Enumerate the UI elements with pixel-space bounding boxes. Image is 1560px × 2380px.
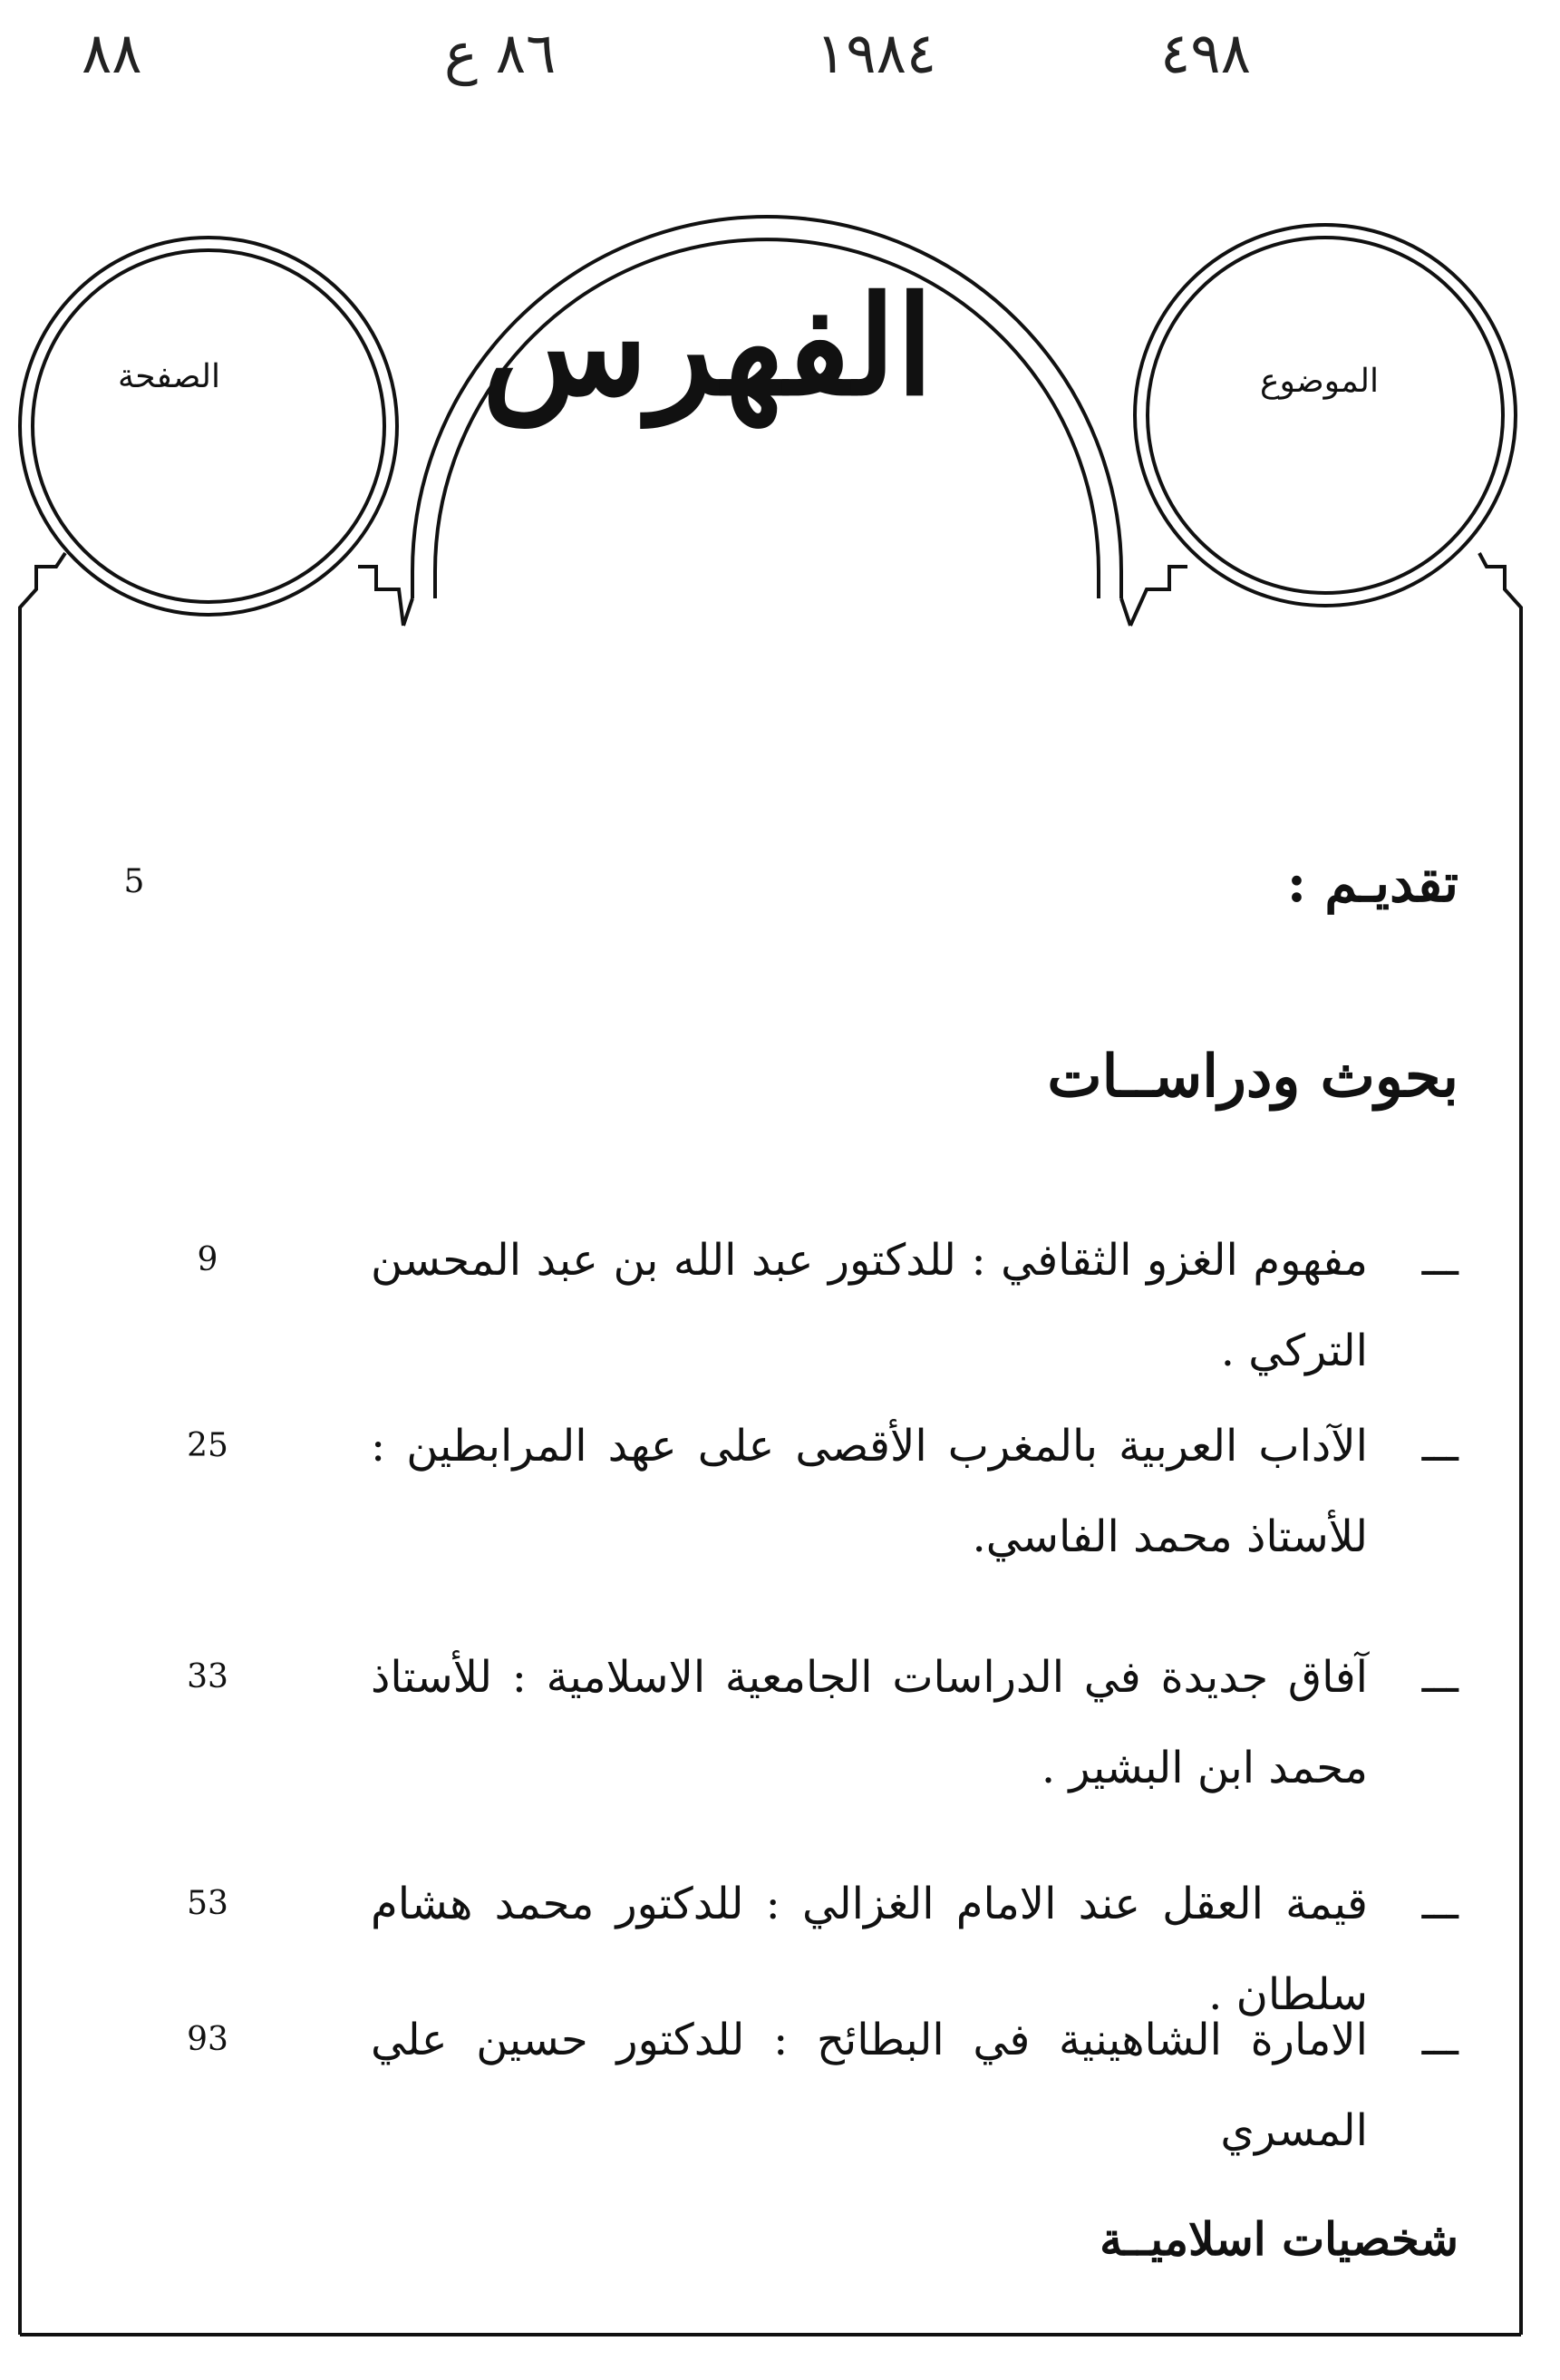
entry-dash: ـــ xyxy=(1421,1236,1458,1285)
entry-page-number: 33 xyxy=(187,1658,228,1695)
page-title: الفهرس xyxy=(481,267,934,426)
intro-page-number: 5 xyxy=(123,863,145,900)
entry-text: آفاق جديدة في الدراسات الجامعية الاسلامية : للأستاذ محمد ابن البشير . xyxy=(371,1652,1368,1793)
toc-entry xyxy=(171,1859,1458,2020)
handwritten-note: ٨٦ ع xyxy=(444,20,557,86)
handwritten-note: ٤٩٨ xyxy=(1160,20,1251,86)
entry-text: الامارة الشاهينية في البطائح : للدكتور حسين علي المسري xyxy=(371,2015,1368,2156)
entry-page-number: 53 xyxy=(187,1885,228,1922)
entry-page-number: 25 xyxy=(187,1427,228,1464)
entry-text: مفهوم الغزو الثقافي : للدكتور عبد الله بن عبد المحسن التركي . xyxy=(371,1235,1368,1376)
entry-dash: ـــ xyxy=(1421,1653,1458,1702)
entry-page-number: 93 xyxy=(187,2021,228,2058)
entry-page-number: 9 xyxy=(197,1241,218,1278)
handwritten-note: ٨٨ xyxy=(82,20,142,86)
entry-text: الآداب العربية بالمغرب الأقصى على عهد المرابطين : للأستاذ محمد الفاسي. xyxy=(371,1421,1368,1562)
section-title-personalities: شخصيات اسلاميــة xyxy=(1100,2212,1458,2266)
subject-column-label: الموضوع xyxy=(1260,363,1380,400)
entry-dash: ـــ xyxy=(1421,2016,1458,2064)
toc-entry xyxy=(171,1215,1458,1376)
entry-dash: ـــ xyxy=(1421,1422,1458,1471)
page-column-label: الصفحة xyxy=(118,358,220,395)
handwritten-note: ١٩٨٤ xyxy=(816,20,937,86)
toc-entry xyxy=(171,1995,1458,2156)
entry-dash: ـــ xyxy=(1421,1880,1458,1928)
toc-entry xyxy=(171,1632,1458,1813)
toc-entry xyxy=(171,1401,1458,1582)
section-title-studies: بحوث ودراســات xyxy=(1047,1043,1458,1111)
entry-text: قيمة العقل عند الامام الغزالي : للدكتور محمد هشام سلطان . xyxy=(371,1879,1368,2020)
intro-heading: تقديـم : xyxy=(1286,852,1458,914)
